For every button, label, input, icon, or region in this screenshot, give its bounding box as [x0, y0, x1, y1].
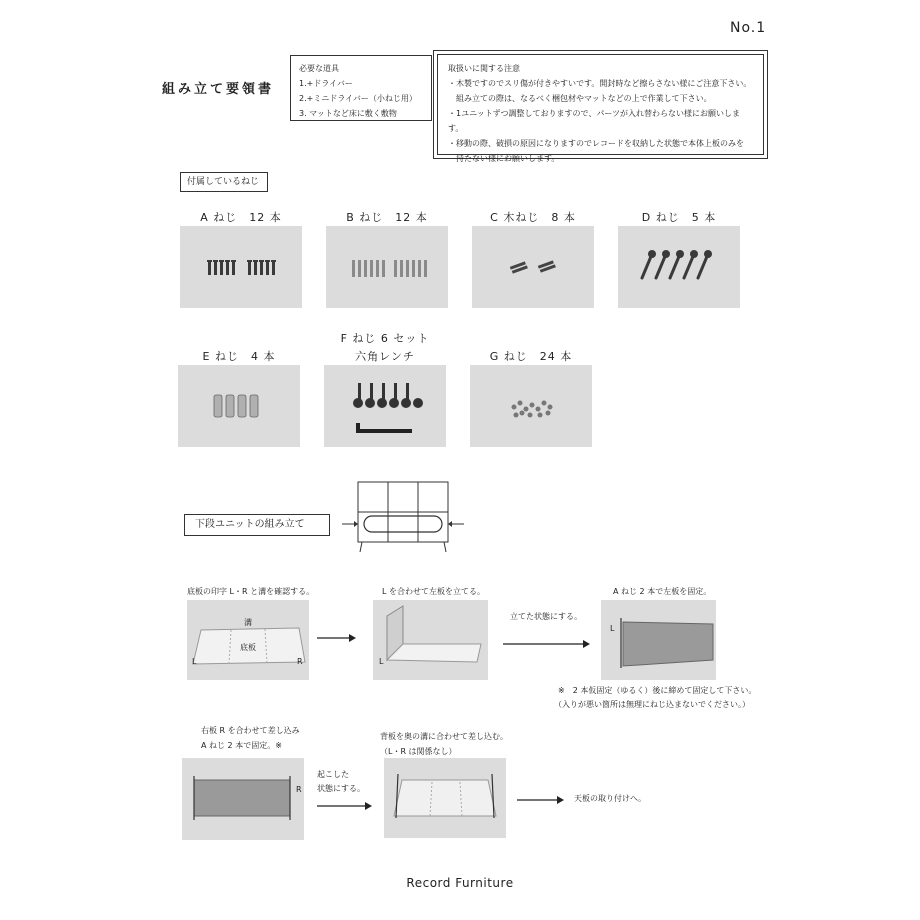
- step4-photo: [182, 758, 304, 840]
- step1-right-label: R: [297, 657, 303, 666]
- step3-arrow-caption: 立てた状態にする。: [510, 612, 582, 621]
- step5-arrow-caption: 状態にする。: [317, 784, 365, 793]
- screw-b-photo: [326, 226, 448, 308]
- screw-f-photo: [324, 365, 446, 447]
- page-number: No.1: [730, 20, 767, 36]
- notes-line: ・移動の際、破損の原因になりますのでレコードを収納した状態で本体上板のみを: [448, 139, 744, 148]
- page-title: 組み立て要領書: [162, 82, 275, 97]
- step5-photo: [384, 758, 506, 838]
- tools-box: [290, 55, 432, 121]
- hex-wrench-caption: 六角レンチ: [355, 350, 415, 363]
- tools-heading: 必要な道具: [299, 64, 339, 73]
- step3-left-label: L: [610, 624, 615, 633]
- step5-arrow-caption: 起こした: [317, 770, 349, 779]
- arrow-right-icon: [503, 638, 591, 650]
- notes-line: ・1ユニットずつ調整しておりますので、パーツが入れ替わらない様にお願いします。: [448, 109, 741, 133]
- screw-a-photo: [180, 226, 302, 308]
- screw-a-caption: A ねじ 12 本: [200, 211, 282, 224]
- notes-line: 持たない様にお願いします。: [456, 154, 560, 163]
- screw-d-photo: [618, 226, 740, 308]
- handling-notes-inner: [437, 54, 764, 163]
- screw-f-caption: F ねじ 6 セット: [340, 332, 430, 345]
- notes-heading: 取扱いに関する注意: [448, 64, 520, 73]
- screw-g-caption: G ねじ 24 本: [489, 350, 573, 363]
- step1-left-label: L: [192, 657, 197, 666]
- arrow-right-icon: [317, 632, 357, 644]
- arrow-right-icon: [517, 794, 565, 806]
- section-title-box: 下段ユニットの組み立て: [184, 514, 330, 536]
- tools-item: 3. マットなど床に敷く敷物: [299, 109, 397, 118]
- step2-photo: [373, 600, 488, 680]
- footer-brand: Record Furniture: [406, 876, 514, 890]
- step1-caption: 底板の印字 L・R と溝を確認する。: [187, 587, 315, 596]
- step1-base-label: 底板: [240, 643, 256, 652]
- step2-left-label: L: [379, 657, 384, 666]
- step4-caption: A ねじ 2 本で固定。※: [201, 741, 282, 750]
- step4-right-label: R: [296, 785, 302, 794]
- arrow-right-icon: [317, 800, 373, 812]
- tools-item: 1.+ドライバー: [299, 79, 353, 88]
- step3-caption: A ねじ 2 本で左板を固定。: [613, 587, 712, 596]
- screw-b-caption: B ねじ 12 本: [346, 211, 428, 224]
- step6-caption: 天板の取り付けへ。: [574, 794, 646, 803]
- step5-caption: 背板を奥の溝に合わせて差し込む。: [380, 732, 508, 741]
- step3-note: （入りが悪い箇所は無理にねじ込まないでください。）: [554, 700, 750, 709]
- screw-c-caption: C 木ねじ 8 本: [490, 211, 576, 224]
- step1-photo: [187, 600, 309, 680]
- notes-line: 組み立ての際は、なるべく梱包材やマットなどの上で作業して下さい。: [456, 94, 712, 103]
- lower-unit-diagram: [340, 478, 466, 554]
- step3-photo: [601, 600, 716, 680]
- notes-line: ・木製ですのでスリ傷が付きやすいです。開封時など擦らさない様にご注意下さい。: [448, 79, 752, 88]
- tools-item: 2.+ミニドライバー（小ねじ用）: [299, 94, 417, 103]
- screw-d-caption: D ねじ 5 本: [641, 211, 717, 224]
- screw-e-photo: [178, 365, 300, 447]
- screw-c-photo: [472, 226, 594, 308]
- handling-notes-box: [433, 50, 768, 163]
- step4-caption: 右板 R を合わせて差し込み: [201, 726, 300, 735]
- step2-caption: L を合わせて左板を立てる。: [382, 587, 485, 596]
- screws-section-label: 付属しているねじ: [180, 172, 268, 192]
- step3-note: ※ 2 本仮固定（ゆるく）後に締めて固定して下さい。: [558, 686, 757, 695]
- screw-g-photo: [470, 365, 592, 447]
- step1-groove-label: 溝: [244, 618, 252, 627]
- step5-caption: （L・R は関係なし）: [380, 747, 457, 756]
- screw-e-caption: E ねじ 4 本: [202, 350, 276, 363]
